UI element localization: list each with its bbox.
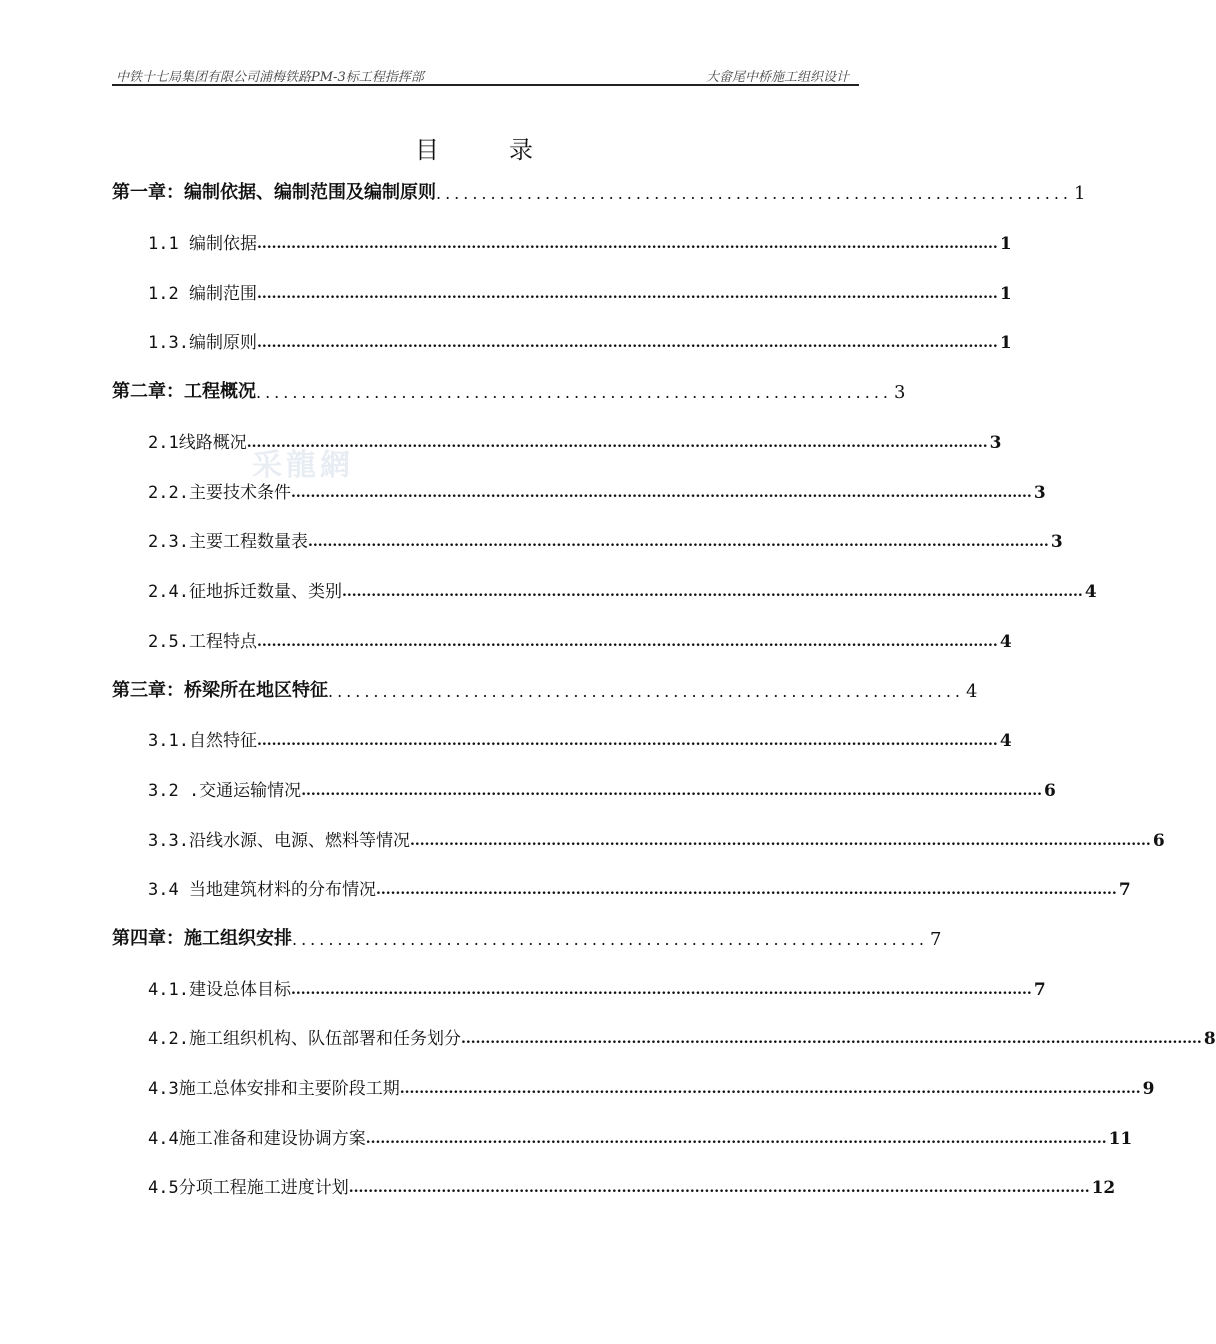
toc-chapter-2[interactable]	[112, 373, 906, 403]
toc-page-number: 6	[1044, 781, 1056, 801]
toc-chapter-3[interactable]	[112, 672, 978, 702]
toc-entry-label: 第四章：施工组织安排	[112, 928, 292, 949]
toc-page-number: 4	[999, 632, 1012, 652]
toc-entry-label: 1.2 编制范围	[148, 284, 257, 304]
watermark: 采龍網	[252, 448, 354, 483]
toc-leader-dots: ........................................................................................................................................................	[290, 485, 1032, 501]
toc-entry-label: 1.3.编制原则	[148, 333, 257, 353]
toc-entry-label: 4.1.建设总体目标	[148, 980, 291, 1000]
toc-entry-label: 4.4施工准备和建设协调方案	[148, 1129, 366, 1149]
toc-entry-label: 3.2 .交通运输情况	[148, 781, 302, 801]
toc-leader-dots: ........................................................................................................................................................	[256, 634, 998, 650]
toc-page-number: 6	[1152, 831, 1165, 851]
toc-section-4-4[interactable]	[148, 1119, 1133, 1149]
toc-page-number: 3	[989, 433, 1002, 453]
toc-page-number: 3	[894, 382, 906, 403]
toc-leader-dots: ........................................................................................................................................................	[256, 335, 998, 351]
header-left-text: 中铁十七局集团有限公司浦梅铁路PM-3标工程指挥部	[116, 70, 424, 85]
toc-section-2-3[interactable]	[148, 522, 1063, 552]
toc-page-number: 1	[999, 333, 1012, 353]
toc-chapter-4[interactable]	[112, 920, 942, 950]
toc-page-number: 1	[999, 284, 1012, 304]
toc-page-number: 1	[1074, 183, 1086, 204]
toc-leader-dots: ........................................................................................................................................................	[256, 733, 998, 749]
toc-entry-label: 3.1.自然特征	[148, 731, 257, 751]
toc-section-1-3[interactable]	[148, 323, 1012, 353]
toc-page-number: 9	[1142, 1079, 1155, 1099]
toc-section-3-4[interactable]	[148, 870, 1131, 900]
toc-page-number: 1	[999, 234, 1012, 254]
toc-leader-dots: ........................................................................................................................................................	[301, 783, 1043, 799]
toc-leader-dots: ........................................................................................................................................................	[348, 1180, 1090, 1196]
toc-page-number: 3	[1050, 532, 1063, 552]
toc-leader-dots: ........................................................................................................................................................	[460, 1031, 1202, 1047]
toc-section-4-2[interactable]	[148, 1019, 1216, 1049]
toc-entry-label: 4.3施工总体安排和主要阶段工期	[148, 1079, 400, 1099]
toc-section-2-2[interactable]	[148, 473, 1046, 503]
toc-entry-label: 2.4.征地拆迁数量、类别	[148, 582, 342, 602]
toc-leader-dots: ........................................................................................................................................................	[341, 584, 1083, 600]
toc-entry-label: 2.1线路概况	[148, 433, 247, 453]
toc-section-2-5[interactable]	[148, 622, 1012, 652]
toc-leader-dots: ........................................................................................................................................................	[399, 1081, 1141, 1097]
toc-section-2-1[interactable]	[148, 423, 1002, 453]
toc-section-3-3[interactable]	[148, 821, 1165, 851]
toc-section-1-2[interactable]	[148, 274, 1012, 304]
toc-entry-label: 4.2.施工组织机构、队伍部署和任务划分	[148, 1029, 461, 1049]
toc-title-part2: 录	[509, 136, 535, 164]
toc-page-number: 7	[930, 929, 942, 950]
toc-entry-label: 第一章：编制依据、编制范围及编制原则	[112, 182, 436, 203]
toc-page-number: 8	[1203, 1029, 1216, 1049]
toc-title	[0, 130, 950, 165]
toc-leader-dots: ........................................................................................................................................................	[256, 286, 998, 302]
toc-leader-dots: ........................................................................................................................................................	[409, 833, 1151, 849]
toc-leader-dots: ......................................................................	[256, 383, 893, 402]
toc-leader-dots: ......................................................................	[328, 682, 965, 701]
toc-section-3-2[interactable]	[148, 771, 1056, 801]
toc-entry-label: 2.5.工程特点	[148, 632, 257, 652]
toc-page-number: 12	[1091, 1178, 1116, 1198]
toc-entry-label: 2.3.主要工程数量表	[148, 532, 308, 552]
toc-leader-dots: ........................................................................................................................................................	[365, 1131, 1107, 1147]
toc-title-part1: 目	[415, 136, 441, 164]
toc-entry-label: 2.2.主要技术条件	[148, 483, 291, 503]
toc-entry-label: 第三章：桥梁所在地区特征	[112, 680, 328, 701]
toc-page-number: 7	[1118, 880, 1131, 900]
toc-page-number: 7	[1033, 980, 1046, 1000]
toc-leader-dots: ......................................................................	[436, 184, 1073, 203]
toc-entry-label: 3.4 当地建筑材料的分布情况	[148, 880, 376, 900]
toc-leader-dots: ......................................................................	[292, 930, 929, 949]
toc-leader-dots: ........................................................................................................................................................	[307, 534, 1049, 550]
page-header	[112, 64, 859, 86]
header-right-text: 大畲尾中桥施工组织设计	[705, 70, 849, 85]
toc-leader-dots: ........................................................................................................................................................	[375, 882, 1117, 898]
toc-section-4-1[interactable]	[148, 970, 1046, 1000]
toc-page-number: 4	[966, 681, 978, 702]
toc-section-3-1[interactable]	[148, 721, 1012, 751]
toc-chapter-1[interactable]	[112, 174, 1086, 204]
toc-section-4-3[interactable]	[148, 1069, 1155, 1099]
toc-leader-dots: ........................................................................................................................................................	[246, 435, 988, 451]
toc-page-number: 11	[1108, 1129, 1133, 1149]
toc-entry-label: 1.1 编制依据	[148, 234, 257, 254]
toc-leader-dots: ........................................................................................................................................................	[256, 236, 998, 252]
toc-entry-label: 第二章：工程概况	[112, 381, 256, 402]
toc-leader-dots: ........................................................................................................................................................	[290, 982, 1032, 998]
toc-section-2-4[interactable]	[148, 572, 1097, 602]
toc-section-4-5[interactable]	[148, 1168, 1116, 1198]
toc-entry-label: 4.5分项工程施工进度计划	[148, 1178, 349, 1198]
toc-page-number: 4	[999, 731, 1012, 751]
toc-entry-label: 3.3.沿线水源、电源、燃料等情况	[148, 831, 410, 851]
toc-page-number: 4	[1084, 582, 1097, 602]
toc-section-1-1[interactable]	[148, 224, 1012, 254]
toc-page-number: 3	[1033, 483, 1046, 503]
